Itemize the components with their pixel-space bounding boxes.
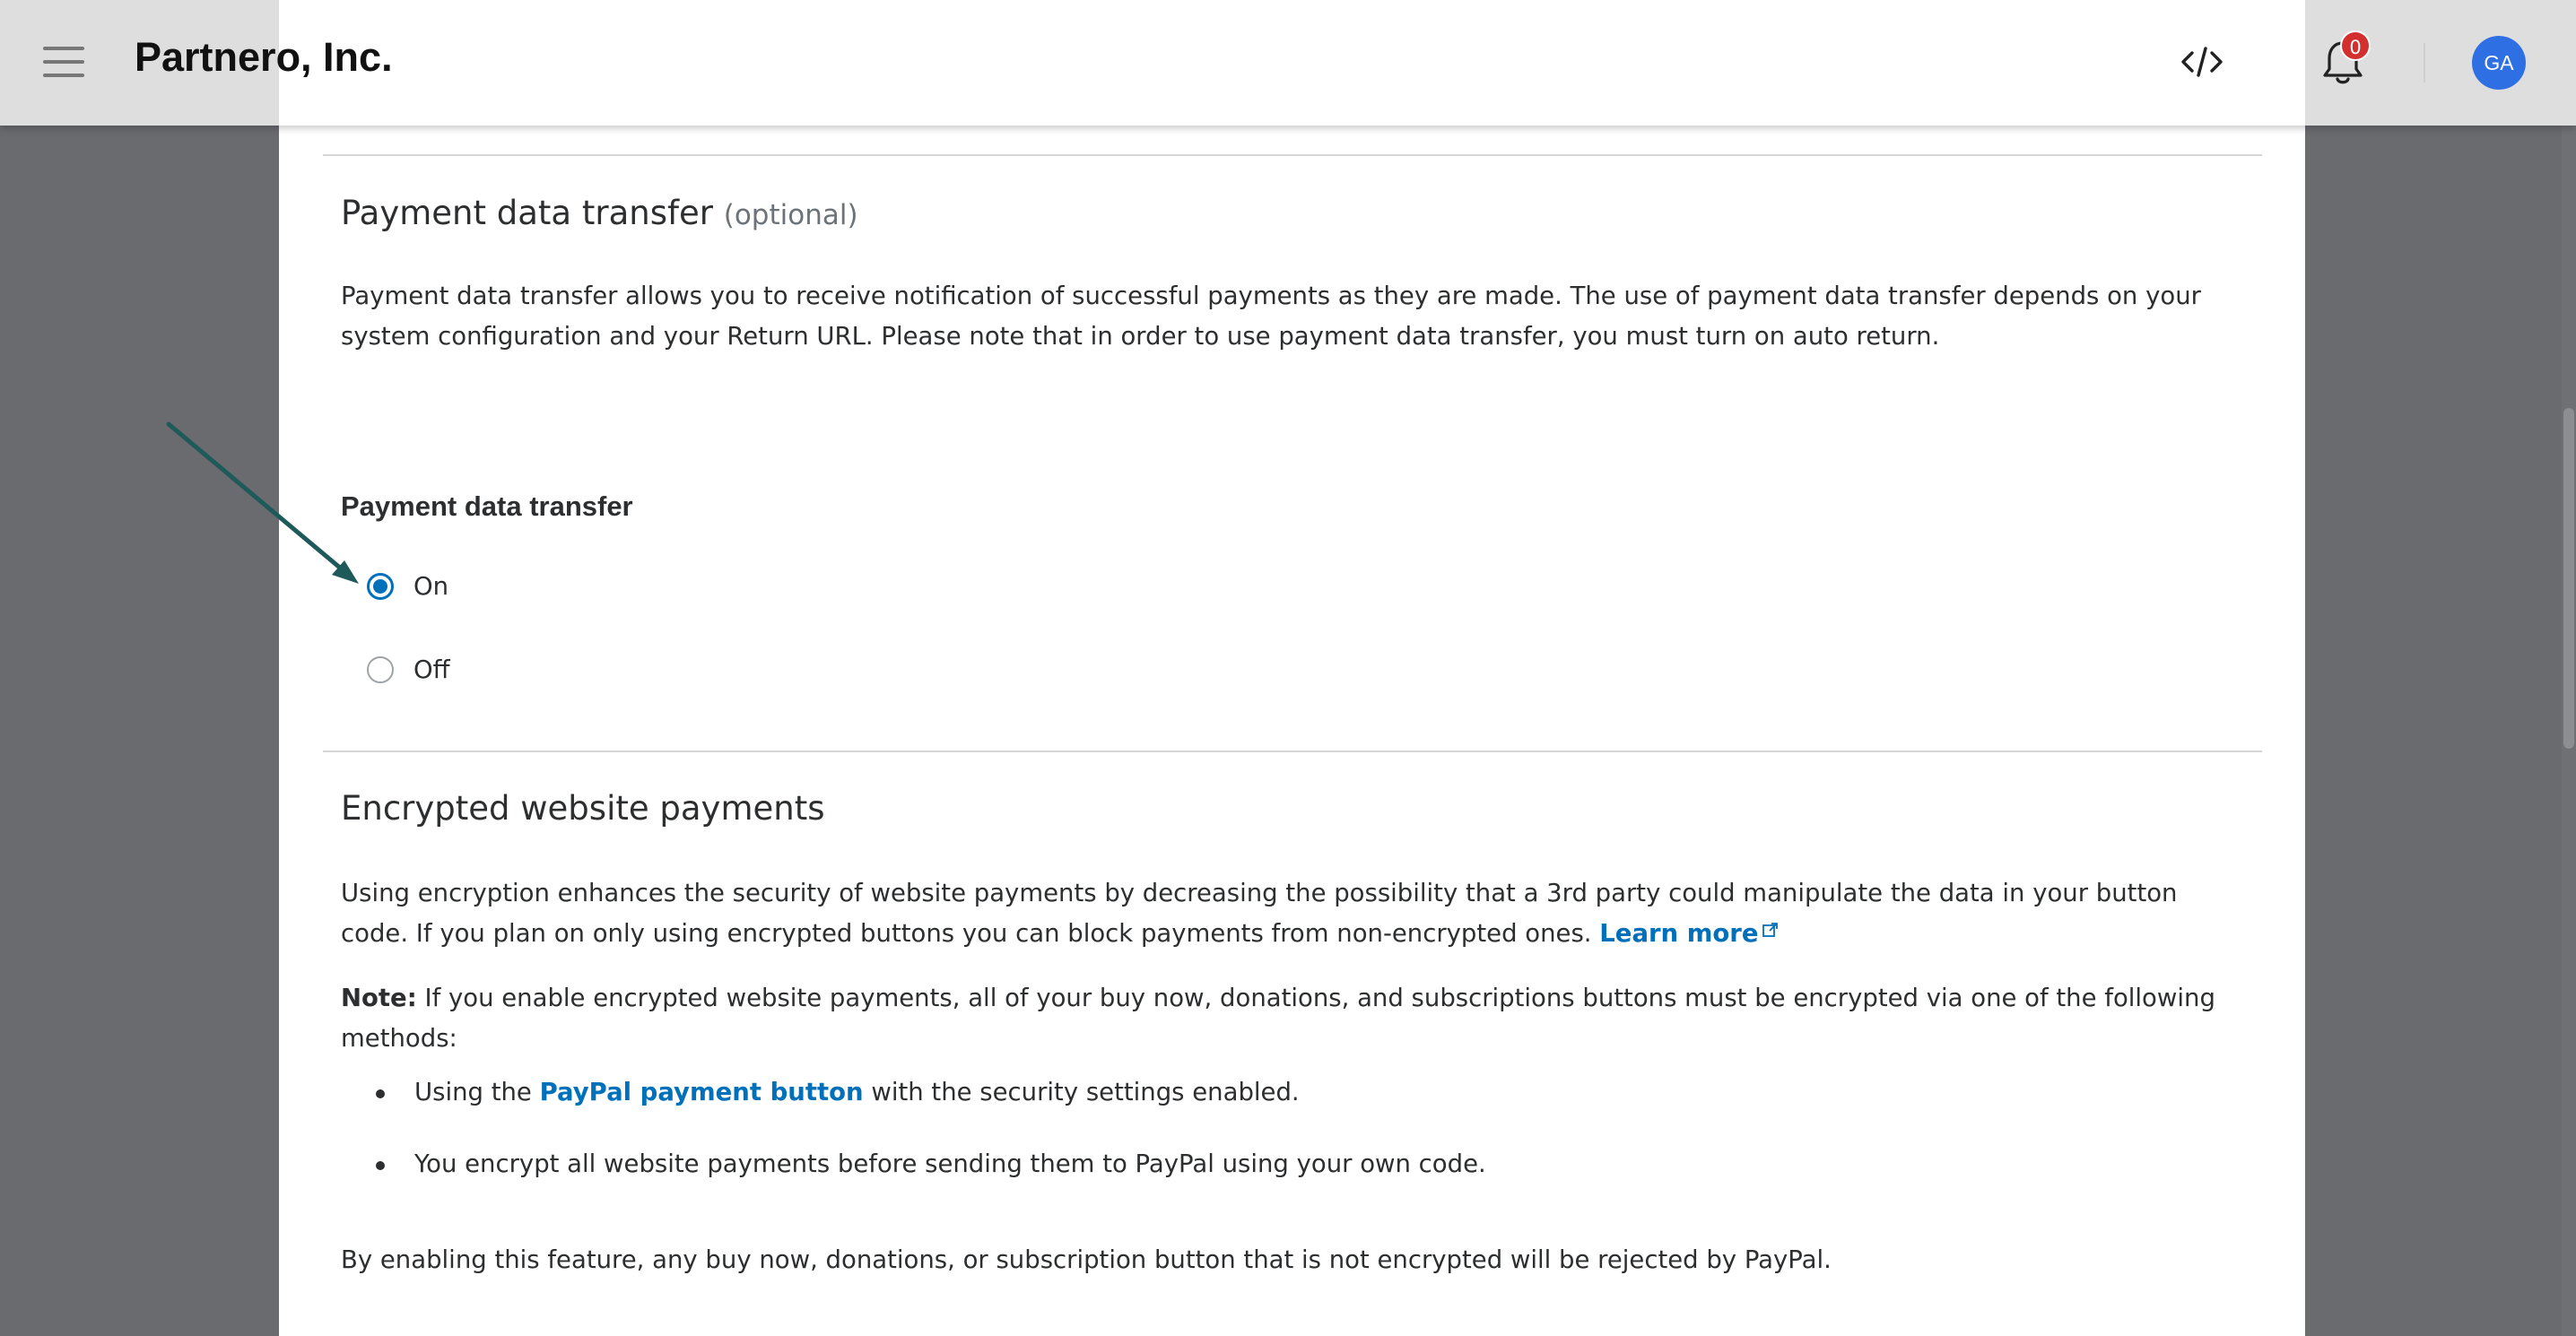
backdrop-left (0, 0, 279, 1336)
user-avatar[interactable]: GA (2472, 36, 2526, 90)
pdt-field-label: Payment data transfer (341, 490, 633, 522)
note-label: Note: (341, 984, 417, 1012)
pdt-section-title: Payment data transfer (optional) (341, 194, 858, 232)
code-icon[interactable] (2180, 41, 2224, 82)
ewp-footer-text: By enabling this feature, any buy now, donations, or subscription button that is not encrypted will be rejected by PayPal. (341, 1245, 1832, 1274)
pdt-option-on[interactable] (367, 568, 448, 604)
radio-off-label: Off (413, 655, 450, 684)
section-divider (323, 154, 2262, 156)
radio-off[interactable] (367, 656, 394, 683)
scrollbar-thumb[interactable] (2563, 408, 2574, 749)
learn-more-link[interactable]: Learn more (1599, 919, 1759, 948)
top-header (0, 0, 2576, 126)
list-item: You encrypt all website payments before sending them to PayPal using your own code. (341, 1144, 1486, 1216)
hamburger-menu-icon[interactable] (43, 45, 86, 79)
scrollbar-track[interactable] (2562, 0, 2576, 1336)
ewp-description: Using encryption enhances the security of website payments by decreasing the possibility that a 3rd party could manipulate the data in your button code. If you plan on only using encrypted buttons you can block payments from non-encrypted ones. Learn more (341, 879, 2178, 948)
section-divider (323, 750, 2262, 752)
list-item: Using the PayPal payment button with the security settings enabled. (341, 1072, 1486, 1144)
annotation-arrow-icon (152, 408, 377, 596)
pdt-description: Payment data transfer allows you to receive notification of successful payments as they are made. The use of payment data transfer depends on your system configuration and your Return URL. Please note that in order to use payment data transfer, you must turn on auto return. (341, 282, 2201, 351)
paypal-payment-button-link[interactable]: PayPal payment button (539, 1078, 864, 1106)
settings-card (279, 0, 2305, 1336)
notification-badge: 0 (2340, 30, 2371, 61)
brand-name: Partnero, Inc. (135, 34, 393, 80)
ewp-note: Note: If you enable encrypted website payments, all of your buy now, donations, and subscriptions buttons must be encrypted via one of the following methods: (341, 984, 2215, 1053)
header-separator (2424, 43, 2425, 82)
encryption-methods-list (341, 1072, 1486, 1216)
pdt-option-off[interactable] (367, 652, 450, 688)
ewp-section-title: Encrypted website payments (341, 789, 825, 828)
backdrop-right (2305, 0, 2576, 1336)
external-link-icon (1762, 921, 1780, 939)
optional-tag: (optional) (723, 199, 858, 231)
radio-on-label: On (413, 572, 449, 601)
